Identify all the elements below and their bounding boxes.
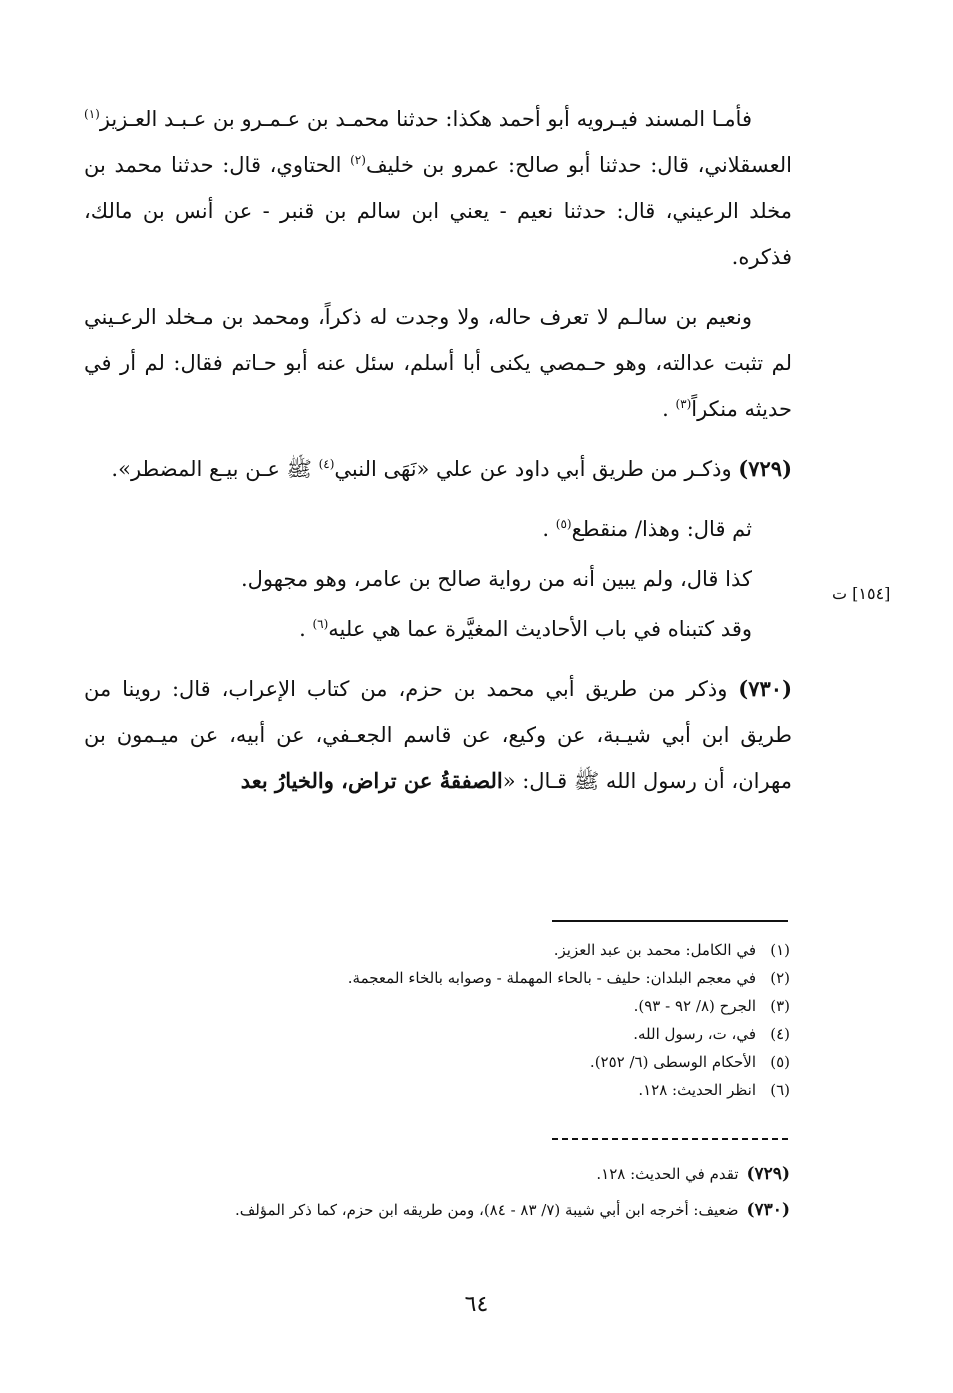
footnote-ref-4: (٤) xyxy=(318,457,335,471)
hadith-number: (٧٢٩) xyxy=(738,456,792,481)
text-run: وقد كتبناه في باب الأحاديث المغيَّرة عما هي عليه xyxy=(328,617,752,641)
text-run: . xyxy=(542,517,556,541)
footnote-item xyxy=(84,964,790,992)
hadith-note-text: تقدم في الحديث: ١٢٨. xyxy=(596,1165,739,1183)
text-run: وذكـر من طريق أبي داود عن علي «نَهَى النبي xyxy=(334,457,739,481)
hadith-notes-divider xyxy=(552,1138,788,1140)
footnote-ref-5: (٥) xyxy=(555,517,572,531)
paragraph-5 xyxy=(84,556,792,602)
text-run: وذكر من طريق أبي محمد بن حزم، من كتاب الإعراب، قال: روينا من طريق ابن أبي شيـبة، عن وكيع، عن قاسم الجعـفي، عن أبيه، عن ميـمون بن مهران، أن رسول الله ﷺ قـال: « xyxy=(84,677,792,793)
text-run: ثم قال: وهذا/ منقطع xyxy=(571,517,752,541)
footnote-number: (٢) xyxy=(770,969,790,987)
footnote-number: (٦) xyxy=(770,1081,790,1099)
footnotes xyxy=(84,936,790,1104)
hadith-note-number: (٧٣٠) xyxy=(746,1200,790,1220)
footnote-item xyxy=(84,1020,790,1048)
paragraph-hadith-730 xyxy=(84,666,792,804)
footnote-ref-6: (٦) xyxy=(312,617,329,631)
text-run: ونعيم بن سالـم لا تعرف حاله، ولا وجدت له ذكراً، ومحمد بن مـخلد الرعـيني لم تثبت عدالته، وهو حـمصي يكنى أبا أسلم، سئل عنه أبو حـاتم فقال: لم أر في حديثه منكراً xyxy=(84,305,792,421)
footnote-ref-2: (٢) xyxy=(350,153,366,167)
footnote-item xyxy=(84,992,790,1020)
footnote-item xyxy=(84,1076,790,1104)
paragraph-2 xyxy=(84,294,792,432)
text-run: فأمـا المسند فيـرويه أبو أحمد هكذا: حدثنا محمـد بن عـمـرو بن عـبـد العـزيز xyxy=(99,107,752,131)
text-run: العسقلاني، قال: حدثنا أبو صالح: عمرو بن خليف xyxy=(365,153,792,177)
paragraph-1 xyxy=(84,96,792,280)
footnote-text: انظر الحديث: ١٢٨. xyxy=(638,1081,756,1099)
footnote-divider xyxy=(552,920,788,922)
paragraph-4 xyxy=(84,506,792,552)
footnote-ref-3: (٣) xyxy=(675,397,692,411)
hadith-number: (٧٣٠) xyxy=(738,676,792,701)
footnote-ref-1: (١) xyxy=(84,107,100,121)
margin-manuscript-ref: [١٥٤] ت xyxy=(832,584,891,603)
footnote-item xyxy=(84,936,790,964)
footnote-text: في الكامل: محمد بن عبد العزيز. xyxy=(553,941,756,959)
text-run: . xyxy=(662,397,676,421)
footnote-text: الأحكام الوسطى (٦/ ٢٥٢). xyxy=(589,1053,756,1071)
footnote-number: (٣) xyxy=(770,997,790,1015)
paragraph-hadith-729 xyxy=(84,446,792,492)
paragraph-6 xyxy=(84,606,792,652)
main-text xyxy=(84,96,792,818)
footnote-item xyxy=(84,1048,790,1076)
hadith-note-item xyxy=(84,1192,790,1228)
footnote-text: في، ت، رسول الله. xyxy=(633,1025,756,1043)
text-run: ﷺ عـن بيـع المضطر». xyxy=(111,457,319,481)
footnote-text: في معجم البلدان: حليف - بالحاء المهملة - وصوابه بالخاء المعجمة. xyxy=(347,969,756,987)
footnote-number: (٥) xyxy=(770,1053,790,1071)
hadith-notes xyxy=(84,1156,790,1228)
footnote-number: (١) xyxy=(770,941,790,959)
text-run: الحتاوي، قال: حدثنا محمد بن مخلد الرعيني، قال: حدثنا نعيم - يعني ابن سالم بن قنبر - عن أنس بن مالك، فذكره. xyxy=(84,153,792,269)
page-number: ٦٤ xyxy=(464,1292,489,1317)
hadith-note-text: ضعيف: أخرجه ابن أبي شيبة (٧/ ٨٣ - ٨٤)، ومن طريقه ابن حزم، كما ذكر المؤلف. xyxy=(234,1201,739,1219)
footnote-number: (٤) xyxy=(770,1025,790,1043)
text-run: . xyxy=(299,617,313,641)
footnote-text: الجرح (٨/ ٩٢ - ٩٣). xyxy=(633,997,756,1015)
hadith-note-item xyxy=(84,1156,790,1192)
hadith-note-number: (٧٢٩) xyxy=(746,1164,790,1184)
text-run: كذا قال، ولم يبين أنه من رواية صالح بن عامر، وهو مجهول. xyxy=(240,567,752,591)
bold-quote: الصفقةُ عن تراض، والخيارُ بعد xyxy=(240,768,503,793)
